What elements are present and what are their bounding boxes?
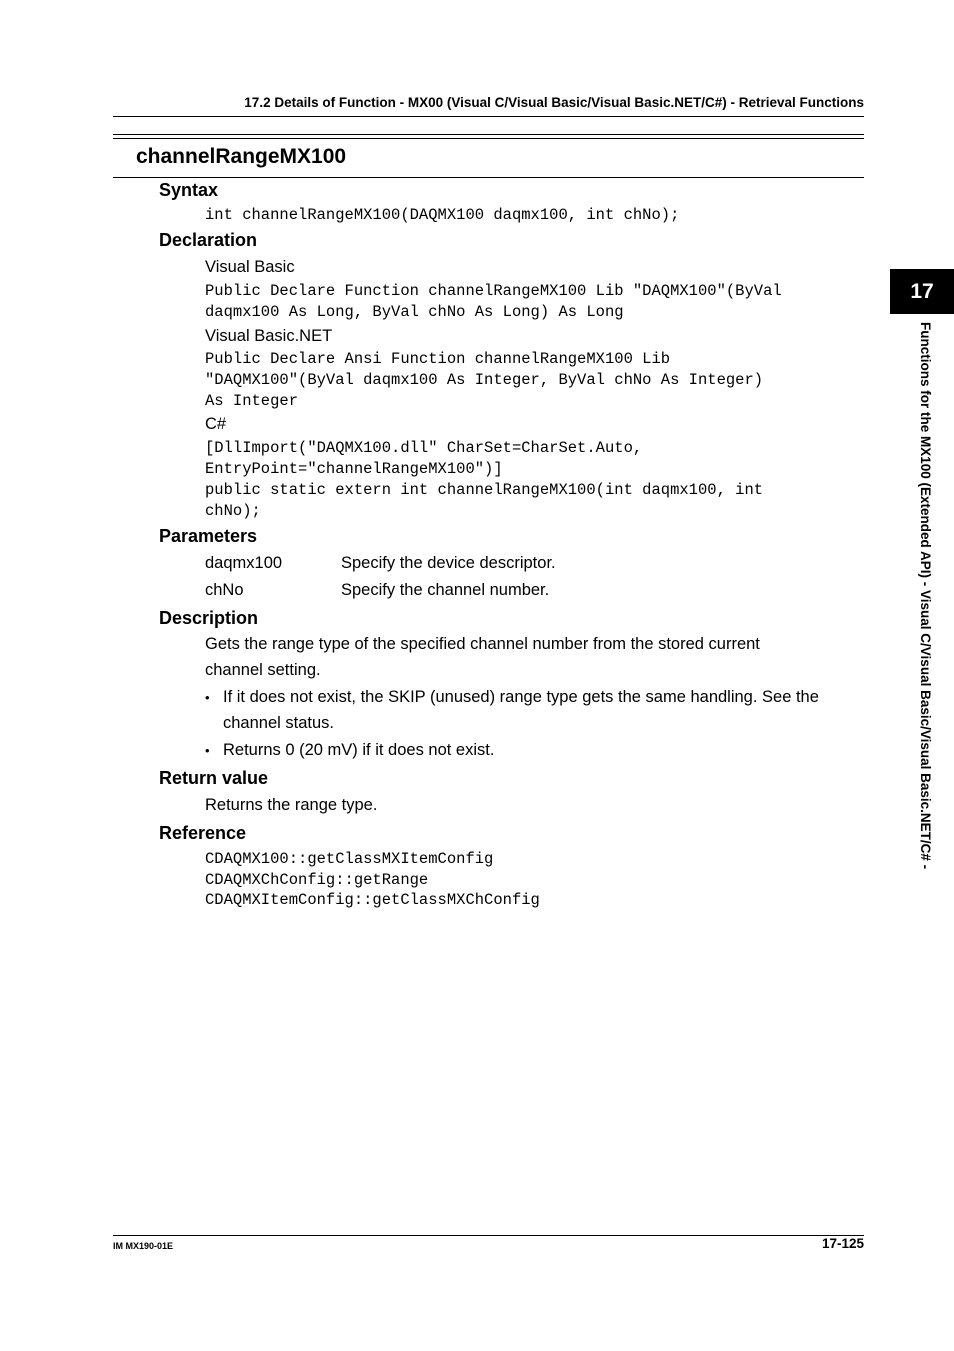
bullet-text: If it does not exist, the SKIP (unused) range type gets the same handling. See the <box>223 688 819 706</box>
vb-code-line: daqmx100 As Long, ByVal chNo As Long) As Long <box>205 303 624 321</box>
document-id: IM MX190-01E <box>113 1241 174 1251</box>
declaration-heading: Declaration <box>159 230 258 250</box>
cs-code-line: public static extern int channelRangeMX100(int daqmx100, int <box>205 481 764 499</box>
vbnet-code-line: As Integer <box>205 392 299 410</box>
param-name: chNo <box>205 581 244 599</box>
chapter-number: 17 <box>910 279 934 303</box>
description-heading: Description <box>159 608 259 628</box>
return-value-text: Returns the range type. <box>205 796 378 814</box>
reference-item: CDAQMXItemConfig::getClassMXChConfig <box>205 891 540 909</box>
page-number: 17-125 <box>821 1236 864 1251</box>
reference-heading: Reference <box>159 823 247 843</box>
bullet-text: Returns 0 (20 mV) if it does not exist. <box>223 741 495 759</box>
footer-rule <box>113 1235 864 1236</box>
chapter-side-title: Functions for the MX100 (Extended API) - Visual C/Visual Basic/Visual Basic.NET/C# - <box>918 322 933 870</box>
param-description: Specify the device descriptor. <box>341 554 556 572</box>
title-rule-top-1 <box>113 134 864 135</box>
param-description: Specify the channel number. <box>341 581 550 599</box>
vbnet-code-line: "DAQMX100"(ByVal daqmx100 As Integer, ByVal chNo As Integer) <box>205 371 764 389</box>
bullet-text: channel status. <box>223 714 334 732</box>
syntax-heading: Syntax <box>159 180 219 200</box>
vb-label: Visual Basic <box>205 258 295 276</box>
description-text: Gets the range type of the specified channel number from the stored current <box>205 635 760 653</box>
chapter-tab <box>890 269 954 314</box>
cs-code-line: chNo); <box>205 502 261 520</box>
reference-item: CDAQMXChConfig::getRange <box>205 871 429 889</box>
title-rule-top-2 <box>113 138 864 139</box>
vbnet-label: Visual Basic.NET <box>205 327 333 345</box>
return-value-heading: Return value <box>159 768 269 788</box>
function-title: channelRangeMX100 <box>136 145 347 168</box>
param-name: daqmx100 <box>205 554 283 572</box>
bullet-marker: • <box>205 690 210 705</box>
title-rule-bottom <box>113 177 864 178</box>
running-header: 17.2 Details of Function - MX00 (Visual C/Visual Basic/Visual Basic.NET/C#) - Retrieval Functions <box>244 95 864 110</box>
cs-code-line: [DllImport("DAQMX100.dll" CharSet=CharSet.Auto, <box>205 439 643 457</box>
vbnet-code-line: Public Declare Ansi Function channelRangeMX100 Lib <box>205 350 671 368</box>
cs-label: C# <box>205 415 227 433</box>
header-rule <box>113 116 864 117</box>
bullet-marker: • <box>205 743 210 758</box>
syntax-code: int channelRangeMX100(DAQMX100 daqmx100, int chNo); <box>205 206 680 224</box>
description-text: channel setting. <box>205 661 321 679</box>
cs-code-line: EntryPoint="channelRangeMX100")] <box>205 460 503 478</box>
parameters-heading: Parameters <box>159 526 258 546</box>
vb-code-line: Public Declare Function channelRangeMX100 Lib "DAQMX100"(ByVal <box>205 282 782 300</box>
reference-item: CDAQMX100::getClassMXItemConfig <box>205 850 494 868</box>
